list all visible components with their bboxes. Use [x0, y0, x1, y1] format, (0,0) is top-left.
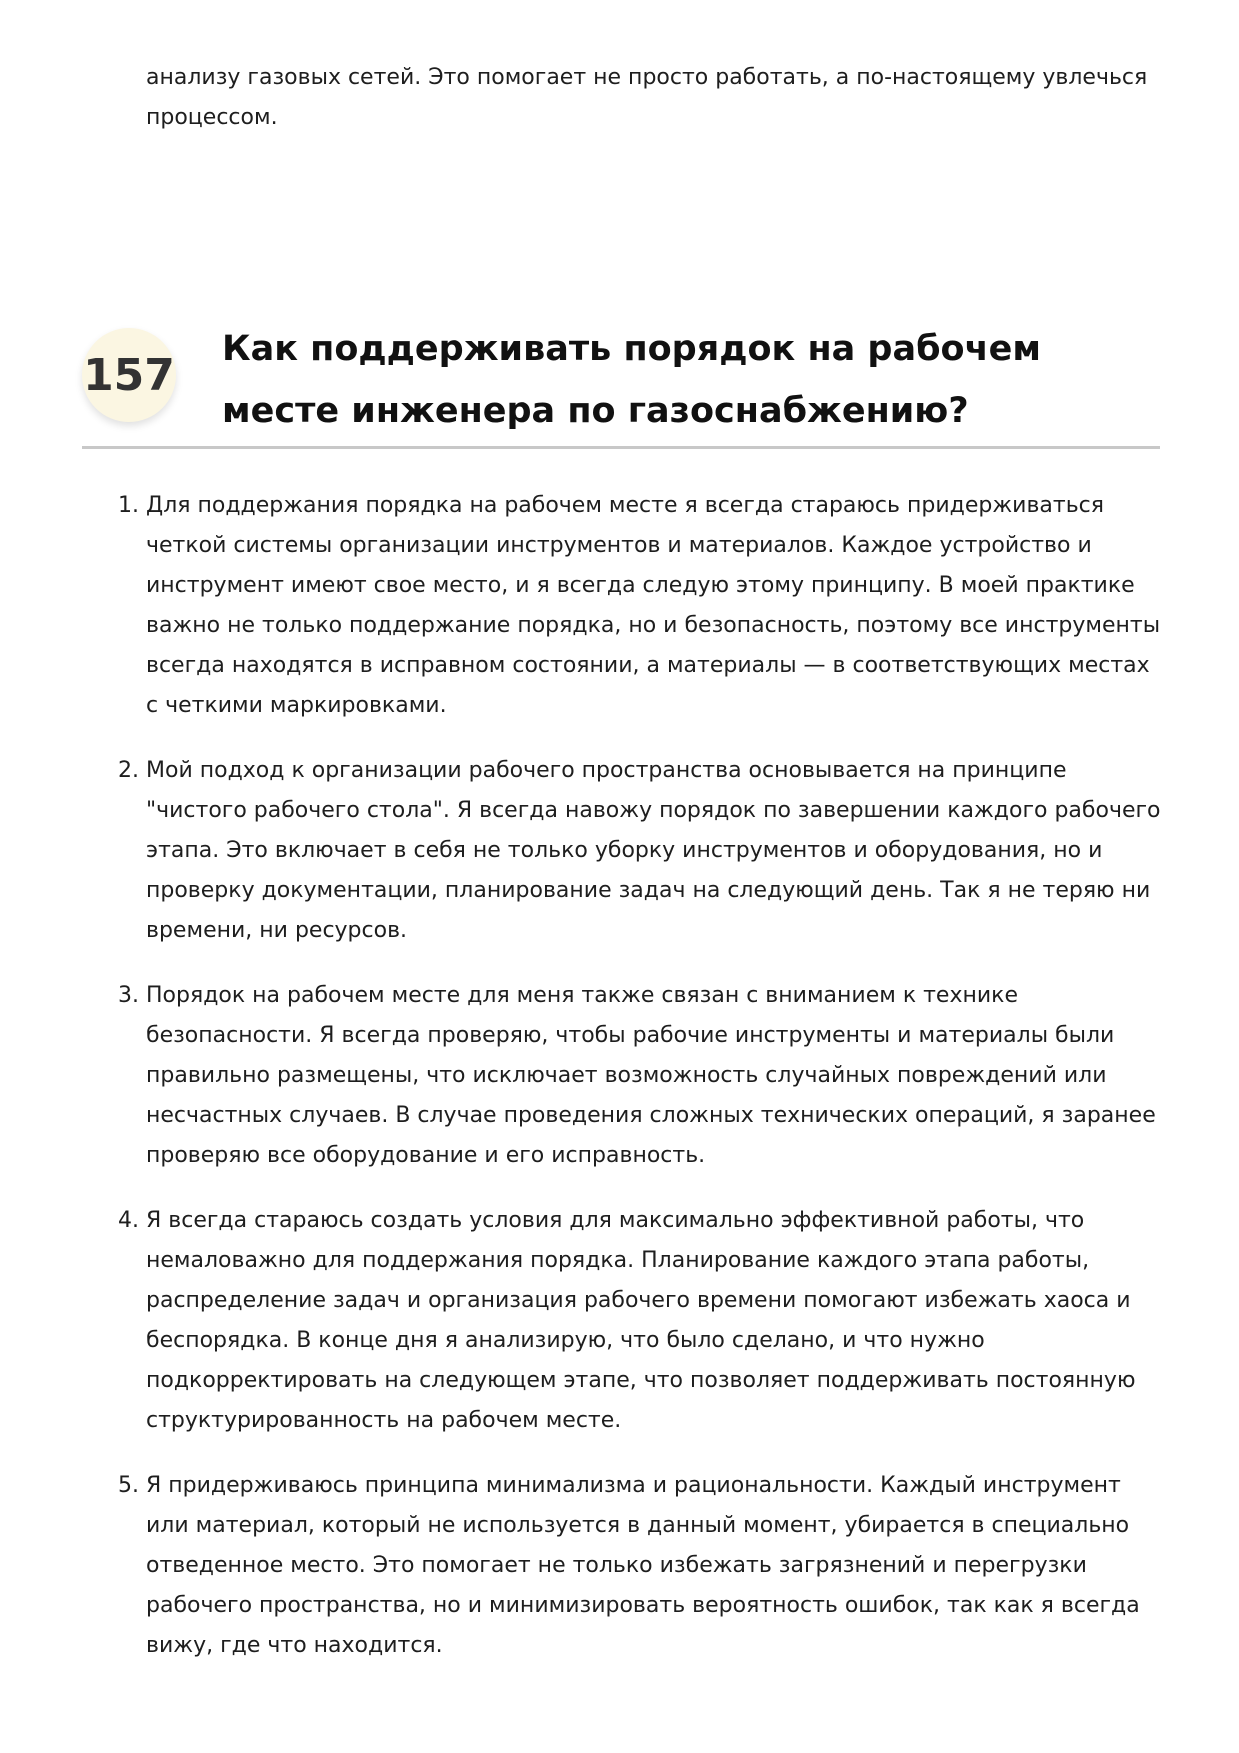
answer-item: [118, 976, 1162, 1176]
section-header: [82, 312, 1160, 449]
answer-text: Порядок на рабочем месте для меня также связан с вниманием к технике безопасности. Я всегда проверяю, чтобы рабочие инструменты и материалы были правильно размещены, что исключает возможность случайных повреждений или несчастных случаев. В случае проведения сложных технических операций, я заранее проверяю все оборудование и его исправность.: [146, 983, 1156, 1168]
answer-list: [118, 486, 1162, 1691]
answer-number: 1.: [118, 493, 139, 518]
answer-text: Для поддержания порядка на рабочем месте я всегда стараюсь придерживаться четкой системы организации инструментов и материалов. Каждое устройство и инструмент имеют свое место, и я всегда следую этому принципу. В моей практике важно не только поддержание порядка, но и безопасность, поэтому все инструменты всегда находятся в исправном состоянии, а материалы — в соответствующих местах с четкими маркировками.: [146, 493, 1161, 718]
answer-item: [118, 1466, 1162, 1666]
answer-item: [118, 486, 1162, 726]
section-title: Как поддерживать порядок на рабочем месте инженера по газоснабжению?: [222, 329, 1041, 431]
answer-text: Я придерживаюсь принципа минимализма и рациональности. Каждый инструмент или материал, который не используется в данный момент, убирается в специально отведенное место. Это помогает не только избежать загрязнений и перегрузки рабочего пространства, но и минимизировать вероятность ошибок, так как я всегда вижу, где что находится.: [146, 1473, 1140, 1658]
answer-number: 5.: [118, 1473, 139, 1498]
answer-text: Мой подход к организации рабочего пространства основывается на принципе "чистого рабочего стола". Я всегда навожу порядок по завершении каждого рабочего этапа. Это включает в себя не только уборку инструментов и оборудования, но и проверку документации, планирование задач на следующий день. Так я не теряю ни времени, ни ресурсов.: [146, 758, 1161, 943]
question-number-badge: 157: [82, 328, 176, 422]
answer-item: [118, 751, 1162, 951]
intro-paragraph: анализу газовых сетей. Это помогает не просто работать, а по-настоящему увлечься процессом.: [146, 65, 1148, 130]
answer-text: Я всегда стараюсь создать условия для максимально эффективной работы, что немаловажно для поддержания порядка. Планирование каждого этапа работы, распределение задач и организация рабочего времени помогают избежать хаоса и беспорядка. В конце дня я анализирую, что было сделано, и что нужно подкорректировать на следующем этапе, что позволяет поддерживать постоянную структурированность на рабочем месте.: [146, 1208, 1136, 1433]
answer-item: [118, 1201, 1162, 1441]
answer-number: 3.: [118, 983, 139, 1008]
answer-number: 4.: [118, 1208, 139, 1233]
answer-number: 2.: [118, 758, 139, 783]
